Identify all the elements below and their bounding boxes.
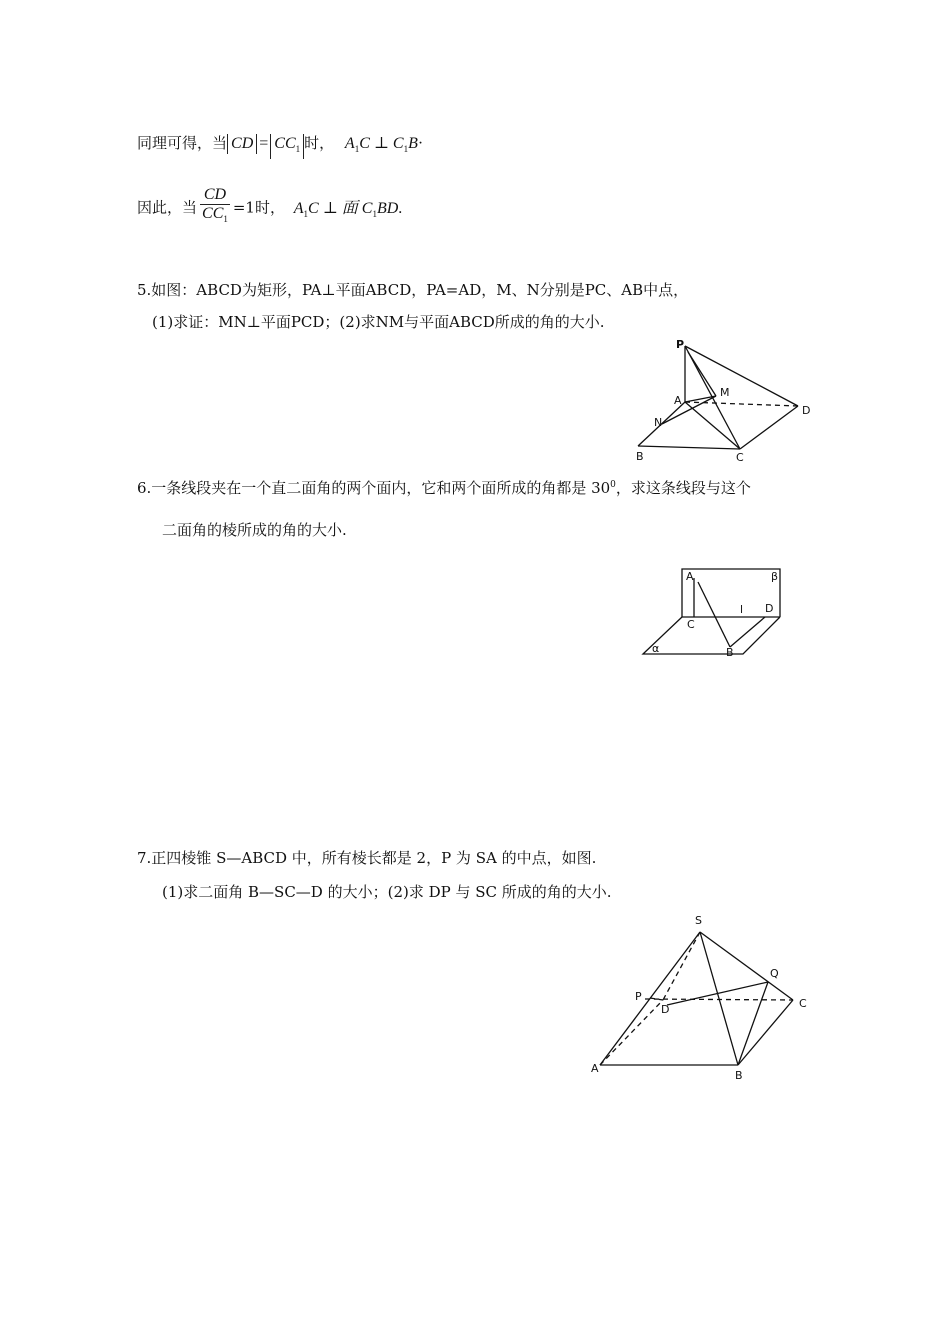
p2-formula: $A_1C$ ⊥ 面 $C_1BD$. [293,200,403,220]
label-a: A [591,1062,599,1075]
edge-bc [738,1000,793,1065]
label-beta: β [771,570,779,583]
edge-ac [685,402,740,449]
label-l: l [740,603,744,616]
edge-bq [738,982,768,1065]
label-d: D [765,602,774,615]
label-a: A [686,570,694,583]
q6-figure [640,564,810,664]
q5-figure [630,334,820,464]
q6-question: 二面角的棱所成的角的大小. [162,521,347,539]
q7-statement: 7.正四棱锥 S—ABCD 中，所有棱长都是 2，P 为 SA 的中点，如图. [137,849,597,867]
paragraph-same-reasoning [137,132,423,159]
label-c: C [736,451,744,464]
label-n: N [654,416,663,429]
edge-cd [740,406,798,449]
edge-bc [638,446,740,449]
edge-pd [685,346,798,406]
label-m: M [720,386,730,399]
abs-cc1: $CC_1$ [270,134,304,159]
q7-questions: (1)求二面角 B—SC—D 的大小；(2)求 DP 与 SC 所成的角的大小. [162,883,612,901]
p1-formula: $A_1C$ ⊥ $C_1B\cdot$ [344,135,424,155]
paragraph-conclusion [137,186,402,228]
label-p: P [676,338,685,351]
q6-statement: 6.一条线段夹在一个直二面角的两个面内，它和两个面所成的角都是 $30^0$，求这条线段与这个 [137,479,751,497]
edge-sc [700,932,793,1000]
label-b: B [726,646,734,659]
edge-bd [730,617,765,647]
q5-questions: (1)求证：MN⊥平面PCD；(2)求NM与平面ABCD所成的角的大小. [152,313,605,331]
edge-dc-hidden [645,999,793,1000]
q7-figure [585,910,815,1085]
label-a: A [674,394,682,407]
label-alpha: α [652,642,660,655]
label-c: C [799,997,807,1010]
edge-sb [700,932,738,1065]
abs-cd: CD [227,134,257,154]
p1-tail: 时， [304,134,335,152]
p1-lead: 同理可得，当 [137,134,228,152]
label-p: P [635,990,642,1003]
label-b: B [636,450,644,463]
label-d: D [802,404,811,417]
label-s: S [695,914,702,927]
fraction-cd-over-cc1: $\frac{CD}{CC_1}$ [202,186,228,225]
label-q: Q [770,967,779,980]
edge-ad-hidden [600,1000,663,1065]
p2-eq: =1时， [232,198,285,217]
q5-statement: 5.如图：ABCD为矩形，PA⊥平面ABCD，PA=AD，M、N分别是PC、AB中点， [137,281,689,299]
edge-dq [667,982,768,1005]
label-b: B [735,1069,743,1082]
edge-sd-hidden [663,932,700,1000]
edge-ab [698,582,730,647]
label-c: C [687,618,695,631]
p1-eq: = [259,135,269,152]
edge-pc-inner [688,352,716,396]
edge-nm [662,396,716,424]
label-d: D [661,1003,670,1016]
p2-lead: 因此，当 [137,198,198,217]
